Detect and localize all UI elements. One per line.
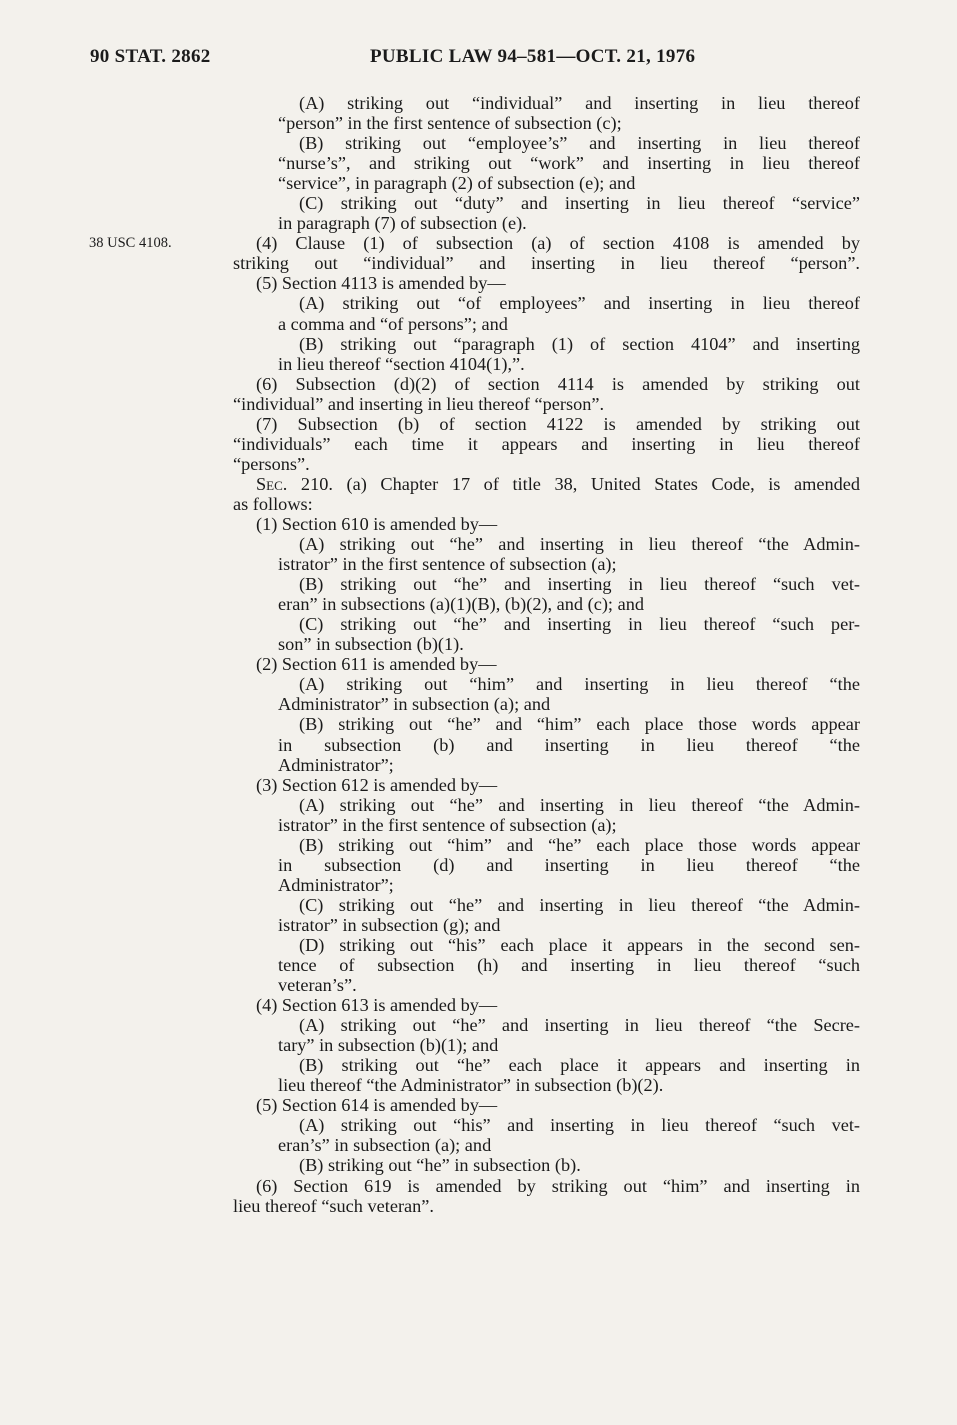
text-line: (B) striking out “he” and inserting in lieu thereof “such vet-	[299, 574, 860, 595]
text-line: (B) striking out “he” and “him” each place those words appear	[299, 714, 860, 735]
text-line: (B) striking out “he” each place it appears and inserting in	[299, 1055, 860, 1076]
text-line: lieu thereof “the Administrator” in subsection (b)(2).	[278, 1075, 664, 1096]
text-line: (A) striking out “he” and inserting in lieu thereof “the Admin-	[299, 794, 860, 815]
text-line: (B) striking out “employee’s” and inserting in lieu thereof	[299, 133, 860, 154]
margin-citation: 38 USC 4108.	[89, 235, 172, 251]
statute-body-text	[233, 93, 860, 1216]
text-line: (5) Section 4113 is amended by—	[256, 273, 506, 294]
text-line: (A) striking out “his” and inserting in lieu thereof “such vet-	[299, 1115, 860, 1136]
text-line: eran’s” in subsection (a); and	[278, 1135, 492, 1156]
text-line: Administrator”;	[278, 874, 394, 895]
text-line: (A) striking out “of employees” and inserting in lieu thereof	[299, 293, 860, 314]
text-line: (7) Subsection (b) of section 4122 is amended by striking out	[256, 413, 860, 434]
text-line: (4) Section 613 is amended by—	[256, 995, 498, 1016]
text-line: istrator” in subsection (g); and	[278, 914, 501, 935]
text-line: istrator” in the first sentence of subsection (a);	[278, 814, 617, 835]
text-line: (A) striking out “individual” and inserting in lieu thereof	[299, 93, 860, 113]
text-line: (B) striking out “him” and “he” each place those words appear	[299, 834, 860, 855]
text-line: son” in subsection (b)(1).	[278, 634, 464, 655]
text-line: lieu thereof “such veteran”.	[233, 1195, 434, 1216]
text-line: tence of subsection (h) and inserting in lieu thereof “such	[278, 955, 860, 976]
text-line: “persons”.	[233, 453, 310, 474]
text-line: (B) striking out “he” in subsection (b).	[299, 1155, 581, 1176]
text-line: (A) striking out “he” and inserting in lieu thereof “the Admin-	[299, 534, 860, 555]
text-line: (C) striking out “he” and inserting in lieu thereof “such per-	[299, 614, 860, 635]
text-line: (B) striking out “paragraph (1) of section 4104” and inserting	[299, 333, 860, 354]
text-line: (6) Subsection (d)(2) of section 4114 is amended by striking out	[256, 373, 860, 394]
running-header-title: PUBLIC LAW 94–581—OCT. 21, 1976	[370, 46, 696, 67]
text-line: (4) Clause (1) of subsection (a) of section 4108 is amended by	[256, 233, 860, 254]
text-line: Administrator” in subsection (a); and	[278, 694, 551, 715]
text-line: (6) Section 619 is amended by striking out “him” and inserting in	[256, 1175, 860, 1196]
text-line: (2) Section 611 is amended by—	[256, 654, 497, 675]
text-line: eran” in subsections (a)(1)(B), (b)(2), and (c); and	[278, 594, 644, 615]
text-line: (C) striking out “duty” and inserting in lieu thereof “service”	[299, 193, 860, 214]
text-line: “person” in the first sentence of subsection (c);	[278, 113, 622, 134]
text-line: Administrator”;	[278, 754, 394, 775]
text-line: as follows:	[233, 493, 313, 514]
text-line: a comma and “of persons”; and	[278, 313, 508, 334]
text-line: in subsection (d) and inserting in lieu thereof “the	[278, 854, 860, 875]
text-line: striking out “individual” and inserting in lieu thereof “person”.	[233, 253, 860, 274]
text-line: in lieu thereof “section 4104(1),”.	[278, 353, 525, 374]
text-line: (C) striking out “he” and inserting in lieu thereof “the Admin-	[299, 894, 860, 915]
text-line: “nurse’s”, and striking out “work” and inserting in lieu thereof	[278, 153, 860, 174]
text-line: (5) Section 614 is amended by—	[256, 1095, 498, 1116]
text-line: “individuals” each time it appears and inserting in lieu thereof	[233, 433, 860, 454]
text-line: tary” in subsection (b)(1); and	[278, 1035, 499, 1056]
text-line: “individual” and inserting in lieu thereof “person”.	[233, 393, 605, 414]
text-line: (A) striking out “he” and inserting in lieu thereof “the Secre-	[299, 1015, 860, 1036]
text-line: (1) Section 610 is amended by—	[256, 513, 498, 534]
text-line: istrator” in the first sentence of subsection (a);	[278, 554, 617, 575]
text-line: (A) striking out “him” and inserting in lieu thereof “the	[299, 674, 860, 695]
text-line: (3) Section 612 is amended by—	[256, 774, 498, 795]
text-line: “service”, in paragraph (2) of subsection (e); and	[278, 173, 636, 194]
text-line: in paragraph (7) of subsection (e).	[278, 213, 527, 234]
text-line: (D) striking out “his” each place it appears in the second sen-	[299, 934, 860, 955]
statute-page-number: 90 STAT. 2862	[90, 46, 211, 67]
text-line: in subsection (b) and inserting in lieu thereof “the	[278, 734, 860, 755]
text-line: veteran’s”.	[278, 975, 357, 996]
text-line: Sec. 210. (a) Chapter 17 of title 38, United States Code, is amended	[256, 473, 860, 494]
